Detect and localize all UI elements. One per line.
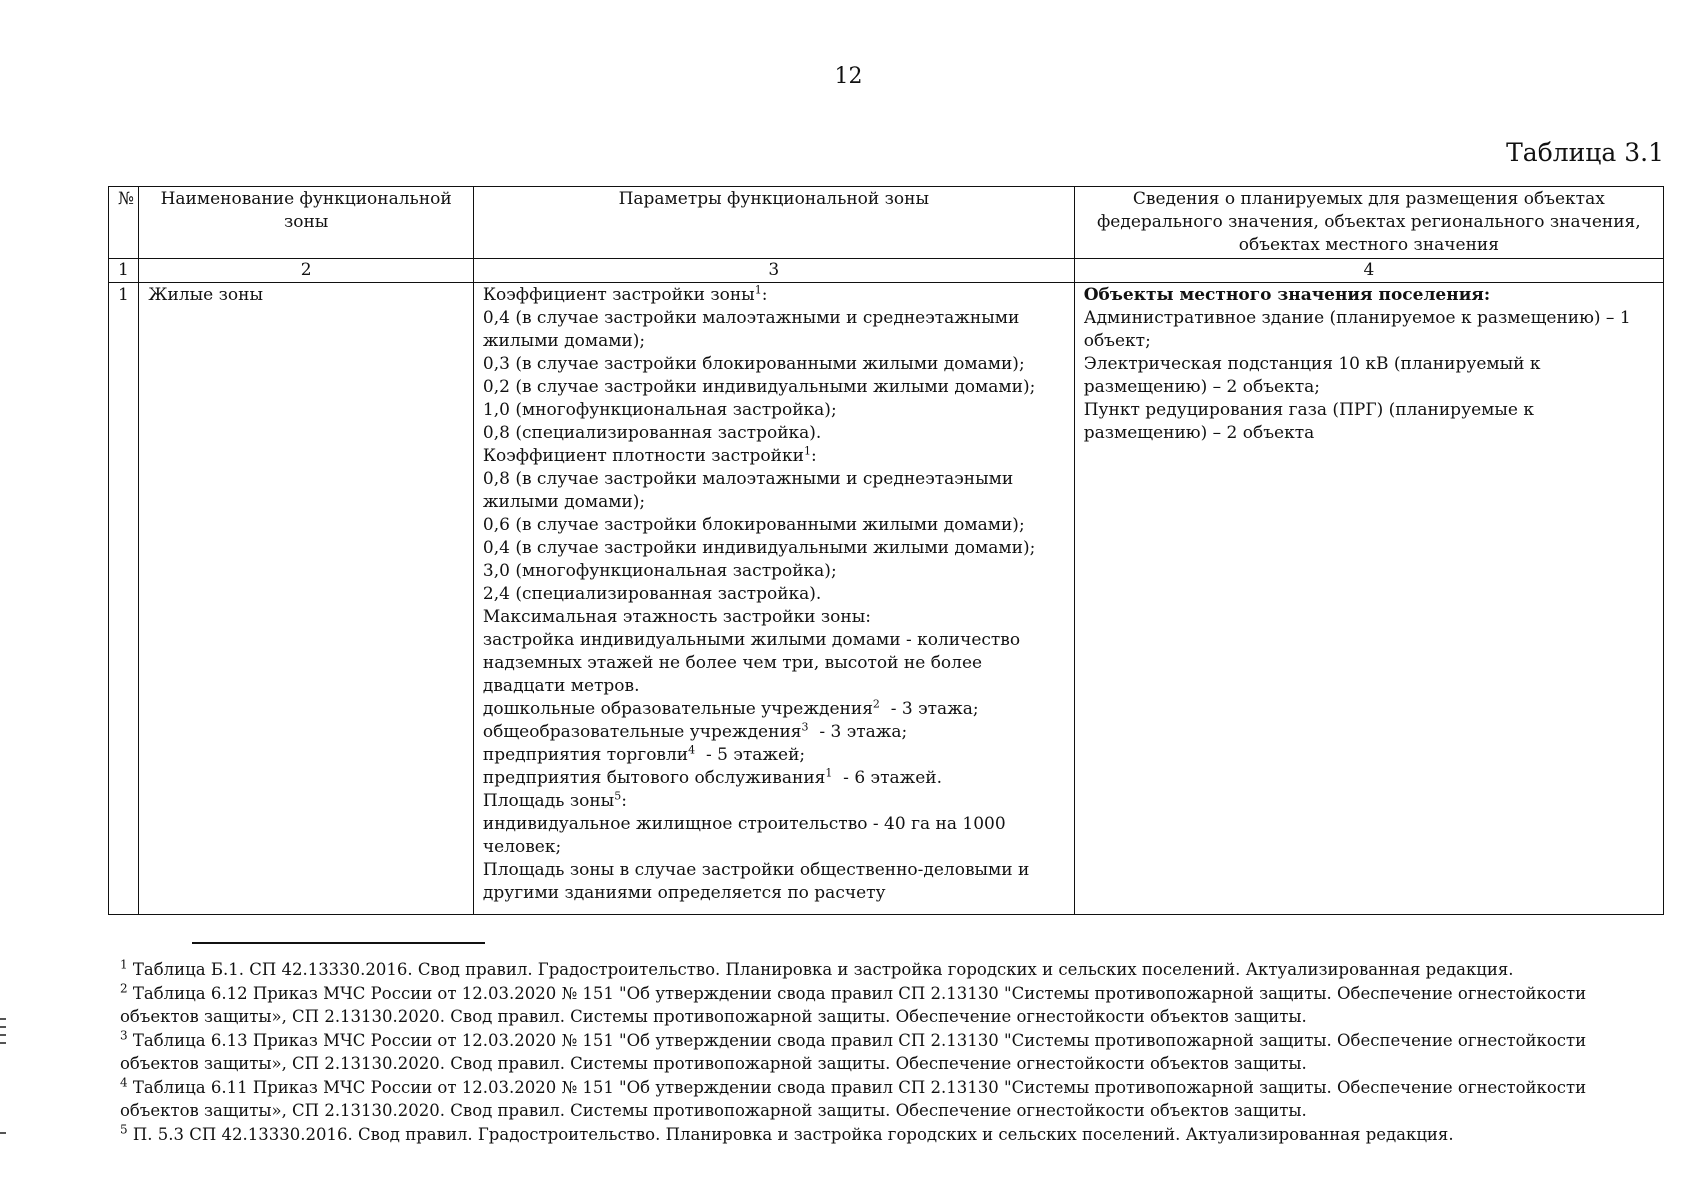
- parameter-line: [483, 790, 1065, 813]
- zone-parameters-list: [483, 284, 1065, 905]
- footnote: [120, 1076, 1660, 1123]
- parameter-text: Площадь зоны в случае застройки общественно-деловыми и другими зданиями определяется по расчету: [482, 860, 1030, 903]
- parameter-line: [483, 445, 1065, 468]
- footnote-mark: 5: [120, 1122, 128, 1136]
- footnote: [120, 1123, 1660, 1147]
- header-planned-objects: Сведения о планируемых для размещения объектах федерального значения, объектах регионального значения, объектах местного значения: [1074, 187, 1663, 259]
- parameter-line: [483, 859, 1065, 905]
- header-zone-name: Наименование функциональной зоны: [139, 187, 473, 259]
- column-number-3: 3: [473, 259, 1074, 283]
- parameter-text: 3,0 (многофункциональная застройка);: [482, 561, 837, 581]
- footnote-mark: 2: [120, 981, 128, 995]
- footnote-reference: 5: [614, 789, 622, 803]
- parameter-value: - 3 этажа;: [879, 699, 979, 719]
- margin-mark: [0, 1026, 6, 1028]
- parameter-text: индивидуальное жилищное строительство - 40 га на 1000 человек;: [482, 814, 1006, 857]
- footnote-reference: 3: [801, 720, 809, 734]
- column-number-1: 1: [109, 259, 139, 283]
- planned-objects-cell: [1074, 283, 1663, 915]
- parameter-line: [483, 560, 1065, 583]
- page-number: 12: [834, 64, 863, 89]
- parameter-text: дошкольные образовательные учреждения: [482, 699, 873, 719]
- parameter-line: [483, 422, 1065, 445]
- parameter-value: - 5 этажей;: [695, 745, 806, 765]
- table-header-row: [109, 187, 1664, 259]
- footnote-text: Таблица 6.12 Приказ МЧС России от 12.03.2020 № 151 "Об утверждении свода правил СП 2.13130 "Системы противопожарной защиты. Обеспечение огнестойкости объектов защиты», СП 2.13130.2020. Свод правил. Системы противопожарной защиты. Обеспечение огнестойкости объектов защиты.: [120, 983, 1587, 1026]
- margin-mark: [0, 1018, 6, 1020]
- parameter-value: - 6 этажей.: [832, 768, 943, 788]
- parameter-value: :: [761, 285, 768, 305]
- parameter-text: Коэффициент плотности застройки: [482, 446, 804, 466]
- footnotes: [120, 958, 1660, 1146]
- footnote-text: Таблица Б.1. СП 42.13330.2016. Свод правил. Градостроительство. Планировка и застройка городских и сельских поселений. Актуализированная редакция.: [127, 960, 1514, 979]
- footnote: [120, 1029, 1660, 1076]
- parameter-line: [483, 744, 1065, 767]
- footnote-text: П. 5.3 СП 42.13330.2016. Свод правил. Градостроительство. Планировка и застройка городских и сельских поселений. Актуализированная редакция.: [127, 1124, 1454, 1144]
- footnote: [120, 958, 1660, 982]
- parameter-text: Коэффициент застройки зоны: [482, 285, 755, 305]
- parameter-text: 0,2 (в случае застройки индивидуальными жилыми домами);: [482, 377, 1036, 397]
- footnote-separator: [192, 942, 485, 944]
- parameter-line: [483, 698, 1065, 721]
- footnote-reference: 1: [754, 283, 762, 297]
- planned-object: Административное здание (планируемое к размещению) – 1 объект;: [1083, 308, 1631, 351]
- header-zone-parameters: Параметры функциональной зоны: [473, 187, 1074, 259]
- parameter-text: предприятия торговли: [482, 745, 689, 765]
- parameter-value: :: [810, 446, 817, 466]
- parameter-line: [483, 537, 1065, 560]
- parameter-line: [483, 307, 1065, 353]
- margin-mark: [0, 1132, 6, 1134]
- table-caption: Таблица 3.1: [1506, 138, 1664, 167]
- functional-zones-table: [108, 186, 1664, 915]
- footnote-mark: 1: [120, 957, 128, 972]
- header-number: №: [109, 187, 139, 259]
- parameter-text: Максимальная этажность застройки зоны:: [482, 607, 872, 627]
- parameter-line: [483, 468, 1065, 514]
- parameter-text: 1,0 (многофункциональная застройка);: [482, 400, 837, 420]
- parameter-line: [483, 629, 1065, 698]
- objects-heading: Объекты местного значения поселения:: [1083, 285, 1491, 305]
- column-number-row: [109, 259, 1664, 283]
- parameter-text: 0,4 (в случае застройки малоэтажными и среднеэтажными жилыми домами);: [482, 308, 1020, 351]
- planned-object: Пункт редуцирования газа (ПРГ) (планируемые к размещению) – 2 объекта: [1083, 400, 1534, 443]
- parameter-line: [483, 514, 1065, 537]
- footnote-mark: 3: [120, 1028, 128, 1042]
- parameter-line: [483, 721, 1065, 744]
- footnote-reference: 1: [803, 444, 811, 458]
- footnote-text: Таблица 6.13 Приказ МЧС России от 12.03.2020 № 151 "Об утверждении свода правил СП 2.13130 "Системы противопожарной защиты. Обеспечение огнестойкости объектов защиты», СП 2.13130.2020. Свод правил. Системы противопожарной защиты. Обеспечение огнестойкости объектов защиты.: [120, 1030, 1587, 1073]
- parameter-text: 0,6 (в случае застройки блокированными жилыми домами);: [482, 515, 1025, 535]
- parameter-line: [483, 583, 1065, 606]
- planned-objects-list: [1084, 307, 1654, 445]
- footnote-reference: 2: [872, 697, 880, 711]
- parameter-value: - 3 этажа;: [808, 722, 908, 742]
- parameter-text: предприятия бытового обслуживания: [482, 768, 826, 788]
- parameter-line: [483, 399, 1065, 422]
- parameter-line: [483, 353, 1065, 376]
- row-number: 1: [109, 283, 139, 915]
- zone-name: Жилые зоны: [139, 283, 473, 915]
- parameter-text: общеобразовательные учреждения: [482, 722, 802, 742]
- footnote-text: Таблица 6.11 Приказ МЧС России от 12.03.2020 № 151 "Об утверждении свода правил СП 2.13130 "Системы противопожарной защиты. Обеспечение огнестойкости объектов защиты», СП 2.13130.2020. Свод правил. Системы противопожарной защиты. Обеспечение огнестойкости объектов защиты.: [120, 1077, 1587, 1120]
- parameter-line: [483, 606, 1065, 629]
- footnote: [120, 982, 1660, 1029]
- column-number-2: 2: [139, 259, 473, 283]
- parameter-line: [483, 376, 1065, 399]
- parameter-text: Площадь зоны: [482, 791, 615, 811]
- parameter-text: 0,4 (в случае застройки индивидуальными жилыми домами);: [482, 538, 1036, 558]
- parameter-text: 0,8 (в случае застройки малоэтажными и среднеэтаэными жилыми домами);: [482, 469, 1014, 512]
- table-row: [109, 283, 1664, 915]
- parameter-text: 0,8 (специализированная застройка).: [482, 423, 822, 443]
- margin-mark: [0, 1034, 6, 1036]
- planned-object: Электрическая подстанция 10 кВ (планируемый к размещению) – 2 объекта;: [1083, 354, 1541, 397]
- column-number-4: 4: [1074, 259, 1663, 283]
- parameter-value: :: [621, 791, 627, 811]
- parameter-line: [483, 813, 1065, 859]
- footnote-reference: 1: [825, 766, 833, 780]
- parameter-line: [483, 767, 1065, 790]
- zone-parameters-cell: [473, 283, 1074, 915]
- parameter-text: застройка индивидуальными жилыми домами - количество надземных этажей не более чем три, высотой не более двадцати метров.: [482, 630, 1021, 696]
- parameter-text: 0,3 (в случае застройки блокированными жилыми домами);: [482, 354, 1025, 374]
- footnote-reference: 4: [688, 743, 696, 757]
- footnote-mark: 4: [120, 1075, 128, 1089]
- parameter-line: [483, 284, 1065, 307]
- parameter-text: 2,4 (специализированная застройка).: [482, 584, 822, 604]
- margin-mark: [0, 1042, 6, 1044]
